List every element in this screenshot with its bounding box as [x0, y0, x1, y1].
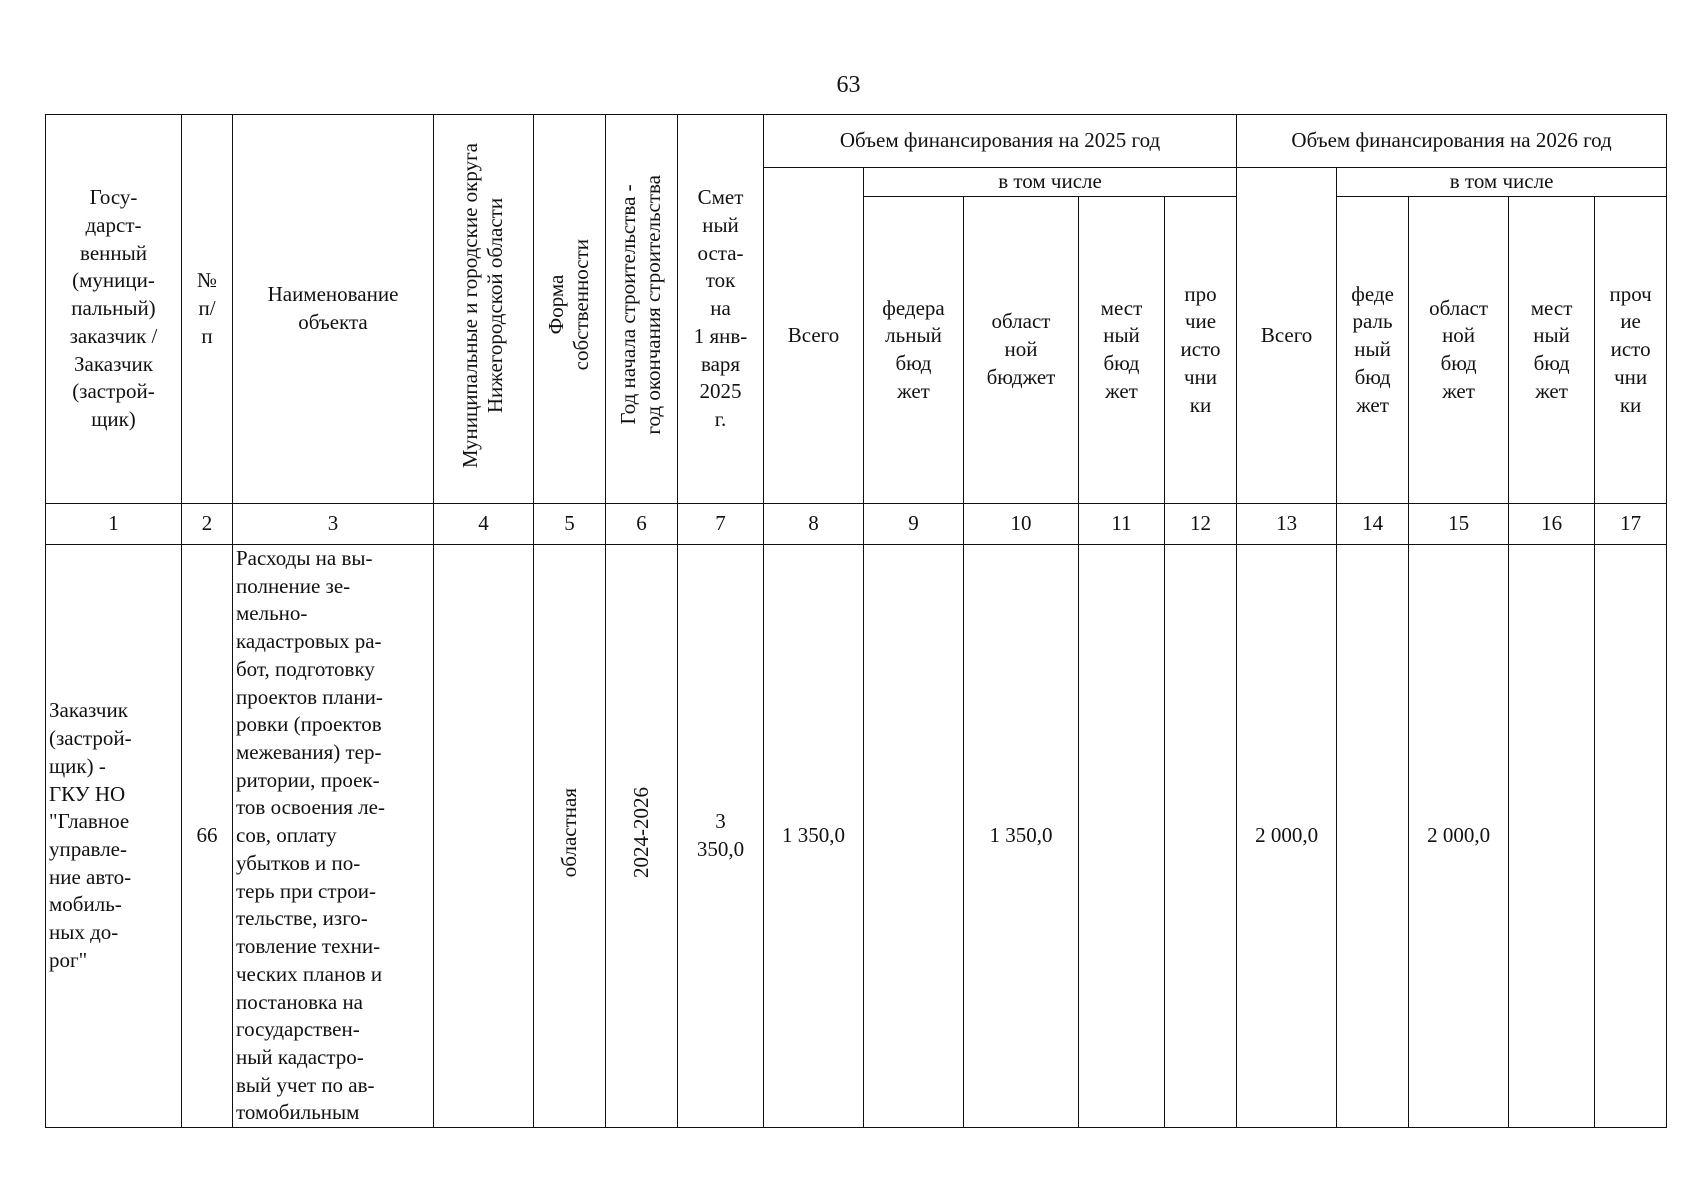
row-total-2025: 1 350,0: [764, 545, 864, 1128]
header-years: [606, 115, 678, 504]
column-number: 14: [1337, 504, 1409, 545]
column-number: 6: [606, 504, 678, 545]
header-row-1: [46, 115, 1667, 168]
row-ownership: [534, 545, 606, 1128]
header-financing-2026: Объем финансирования на 2026 год: [1237, 115, 1667, 168]
header-total-2026: Всего: [1237, 168, 1337, 504]
page-number: 63: [836, 72, 861, 98]
header-including-2025: в том числе: [864, 168, 1237, 197]
row-federal-2025: [864, 545, 964, 1128]
table-row: [46, 545, 1667, 1128]
header-federal-2025: федера льный бюд жет: [864, 197, 964, 504]
row-total-2026: 2 000,0: [1237, 545, 1337, 1128]
row-regional-2025: 1 350,0: [964, 545, 1079, 1128]
row-regional-2026: 2 000,0: [1409, 545, 1509, 1128]
column-number: 16: [1509, 504, 1595, 545]
header-regional-2026: област ной бюд жет: [1409, 197, 1509, 504]
row-local-2025: [1079, 545, 1165, 1128]
column-number: 4: [434, 504, 534, 545]
row-district: [434, 545, 534, 1128]
header-object-name: Наименование объекта: [233, 115, 434, 504]
header-ownership: [534, 115, 606, 504]
header-federal-2026: феде раль ный бюд жет: [1337, 197, 1409, 504]
column-number: 7: [678, 504, 764, 545]
header-customer: Госу- дарст- венный (муници- пальный) заказчик / Заказчик (застрой- щик): [46, 115, 182, 504]
column-number: 8: [764, 504, 864, 545]
header-regional-2025: област ной бюджет: [964, 197, 1079, 504]
row-years: [606, 545, 678, 1128]
column-number: 9: [864, 504, 964, 545]
row-customer: Заказчик (застрой- щик) - ГКУ НО "Главное управле- ние авто- мобиль- ных до- рог": [46, 545, 182, 1128]
column-number: 5: [534, 504, 606, 545]
column-number: 1: [46, 504, 182, 545]
column-number: 15: [1409, 504, 1509, 545]
header-local-2025: мест ный бюд жет: [1079, 197, 1165, 504]
financing-table: [45, 114, 1667, 1128]
header-including-2026: в том числе: [1337, 168, 1667, 197]
row-ownership-text: областная: [556, 787, 581, 877]
column-number: 10: [964, 504, 1079, 545]
header-years-text: Год начала строительства - год окончания строительства: [616, 175, 666, 435]
header-total-2025: Всего: [764, 168, 864, 504]
column-number: 17: [1595, 504, 1667, 545]
header-local-2026: мест ный бюд жет: [1509, 197, 1595, 504]
row-local-2026: [1509, 545, 1595, 1128]
header-remainder: Смет ный оста- ток на 1 янв- варя 2025 г.: [678, 115, 764, 504]
row-years-text: 2024-2026: [628, 786, 653, 878]
column-number: 2: [182, 504, 233, 545]
header-item-number: № п/ п: [182, 115, 233, 504]
column-number: 12: [1165, 504, 1237, 545]
row-object-name: Расходы на вы- полнение зе- мельно- кадастровых ра- бот, подготовку проектов плани- ровки (проектов межевания) тер- ритории, проек- тов освоения ле- сов, оплату убытков и по- терь при строи- тельстве, изго- товление техни- ческих планов и постановка на государствен- ный кадастро- вый учет по ав- томобильным: [233, 545, 434, 1128]
column-number-row: [46, 504, 1667, 545]
row-remainder: 3 350,0: [678, 545, 764, 1128]
column-number: 3: [233, 504, 434, 545]
row-federal-2026: [1337, 545, 1409, 1128]
row-other-2026: [1595, 545, 1667, 1128]
row-number: 66: [182, 545, 233, 1128]
column-number: 11: [1079, 504, 1165, 545]
header-other-2025: про чие исто чни ки: [1165, 197, 1237, 504]
header-other-2026: проч ие исто чни ки: [1595, 197, 1667, 504]
header-ownership-text: Форма собственности: [544, 239, 594, 371]
column-number: 13: [1237, 504, 1337, 545]
row-other-2025: [1165, 545, 1237, 1128]
header-financing-2025: Объем финансирования на 2025 год: [764, 115, 1237, 168]
header-districts: [434, 115, 534, 504]
header-districts-text: Муниципальные и городские округа Нижегородской области: [458, 142, 508, 468]
